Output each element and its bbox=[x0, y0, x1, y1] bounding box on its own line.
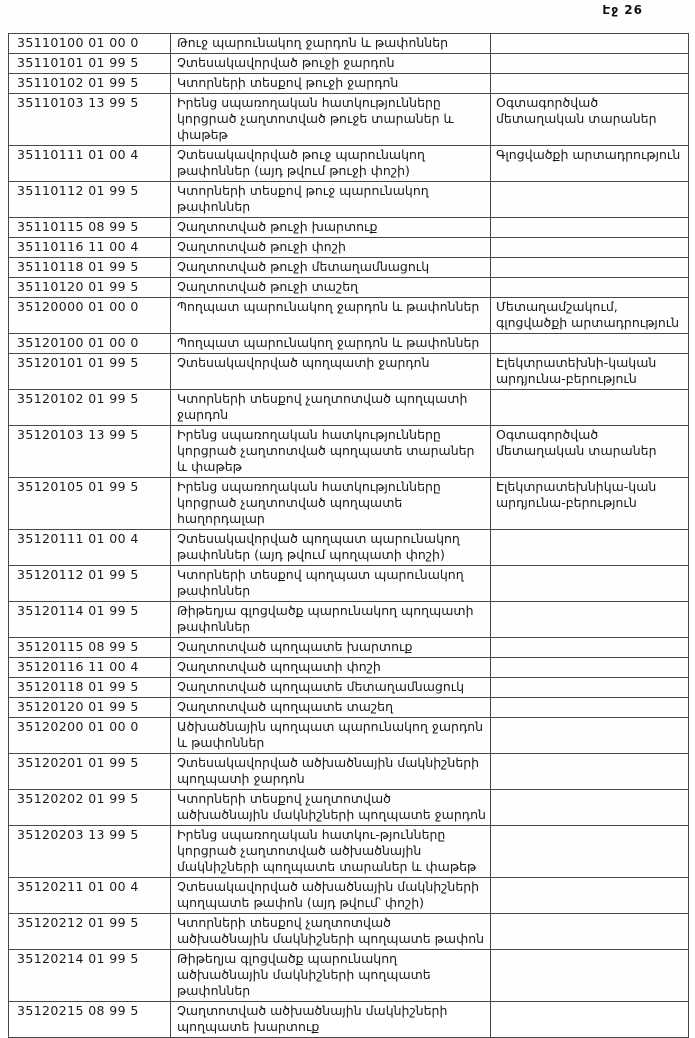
note-cell bbox=[491, 698, 689, 718]
description-cell: Չաղտոտված թուջի տաշեղ bbox=[171, 278, 491, 298]
description-cell: Կտորների տեսքով չաղտոտված պողպատի ջարդոն bbox=[171, 390, 491, 426]
note-cell bbox=[491, 34, 689, 54]
description-cell: Կտորների տեսքով թուջի ջարդոն bbox=[171, 74, 491, 94]
table-row bbox=[9, 878, 689, 914]
description-cell: Չտեսակավորված պողպատ պարունակող թափոններ (այդ թվում պողպատի փոշի) bbox=[171, 530, 491, 566]
description-cell: Իրենց սպառողական հատկու-թյունները կորցրած չաղտոտված ածխածնային մակնիշների պողպատե տարաներ և փաթեթ bbox=[171, 826, 491, 878]
note-cell bbox=[491, 638, 689, 658]
note-cell bbox=[491, 678, 689, 698]
code-cell: 35120214 01 99 5 bbox=[9, 950, 171, 1002]
note-cell bbox=[491, 218, 689, 238]
code-cell: 35110120 01 99 5 bbox=[9, 278, 171, 298]
description-cell: Թիթեղյա գլոցվածք պարունակող պողպատի թափոններ bbox=[171, 602, 491, 638]
note-cell bbox=[491, 278, 689, 298]
table-row bbox=[9, 698, 689, 718]
code-cell: 35120000 01 00 0 bbox=[9, 298, 171, 334]
table-row bbox=[9, 638, 689, 658]
page-number: Էջ 26 bbox=[602, 3, 643, 17]
note-cell bbox=[491, 914, 689, 950]
note-cell bbox=[491, 790, 689, 826]
description-cell: Պողպատ պարունակող ջարդոն և թափոններ bbox=[171, 334, 491, 354]
code-cell: 35120101 01 99 5 bbox=[9, 354, 171, 390]
table-row bbox=[9, 258, 689, 278]
description-cell: Չաղտոտված թուջի փոշի bbox=[171, 238, 491, 258]
note-cell bbox=[491, 826, 689, 878]
note-cell bbox=[491, 950, 689, 1002]
table-row bbox=[9, 566, 689, 602]
note-cell: Էլեկտրատեխնիկա-կան արդյունա-բերություն bbox=[491, 478, 689, 530]
table-row bbox=[9, 602, 689, 638]
code-cell: 35120212 01 99 5 bbox=[9, 914, 171, 950]
table-row bbox=[9, 182, 689, 218]
description-cell: Կտորների տեսքով չաղտոտված ածխածնային մակնիշների պողպատե թափոն bbox=[171, 914, 491, 950]
description-cell: Չաղտոտված պողպատե մետաղամնացուկ bbox=[171, 678, 491, 698]
description-cell: Կտորների տեսքով թուջ պարունակող թափոններ bbox=[171, 182, 491, 218]
code-cell: 35120203 13 99 5 bbox=[9, 826, 171, 878]
code-cell: 35120116 11 00 4 bbox=[9, 658, 171, 678]
note-cell: Էլեկտրատեխնի-կական արդյունա-բերություն bbox=[491, 354, 689, 390]
code-cell: 35120200 01 00 0 bbox=[9, 718, 171, 754]
description-cell: Թուջ պարունակող ջարդոն և թափոններ bbox=[171, 34, 491, 54]
note-cell bbox=[491, 258, 689, 278]
code-cell: 35110116 11 00 4 bbox=[9, 238, 171, 258]
table-row bbox=[9, 54, 689, 74]
note-cell bbox=[491, 566, 689, 602]
code-cell: 35120201 01 99 5 bbox=[9, 754, 171, 790]
table-row bbox=[9, 426, 689, 478]
table-row bbox=[9, 146, 689, 182]
code-cell: 35120115 08 99 5 bbox=[9, 638, 171, 658]
code-cell: 35110103 13 99 5 bbox=[9, 94, 171, 146]
note-cell bbox=[491, 658, 689, 678]
description-cell: Պողպատ պարունակող ջարդոն և թափոններ bbox=[171, 298, 491, 334]
description-cell: Չտեսակավորված պողպատի ջարդոն bbox=[171, 354, 491, 390]
code-cell: 35120112 01 99 5 bbox=[9, 566, 171, 602]
note-cell: Գլոցվածքի արտադրություն bbox=[491, 146, 689, 182]
note-cell bbox=[491, 390, 689, 426]
description-cell: Թիթեղյա գլոցվածք պարունակող ածխածնային մակնիշների պողպատե թափոններ bbox=[171, 950, 491, 1002]
code-cell: 35120103 13 99 5 bbox=[9, 426, 171, 478]
table-body bbox=[9, 34, 689, 1038]
description-cell: Կտորների տեսքով պողպատ պարունակող թափոններ bbox=[171, 566, 491, 602]
description-cell: Չաղտոտված պողպատե տաշեղ bbox=[171, 698, 491, 718]
table-row bbox=[9, 298, 689, 334]
note-cell bbox=[491, 74, 689, 94]
code-cell: 35120105 01 99 5 bbox=[9, 478, 171, 530]
table-row bbox=[9, 678, 689, 698]
description-cell: Չաղտոտված թուջի խարտուք bbox=[171, 218, 491, 238]
waste-classification-table bbox=[8, 33, 689, 1038]
description-cell: Չտեսակավորված թուջ պարունակող թափոններ (այդ թվում թուջի փոշի) bbox=[171, 146, 491, 182]
note-cell bbox=[491, 718, 689, 754]
table-row bbox=[9, 390, 689, 426]
code-cell: 35110102 01 99 5 bbox=[9, 74, 171, 94]
table-row bbox=[9, 478, 689, 530]
description-cell: Իրենց սպառողական հատկությունները կորցրած չաղտոտված թուջե տարաներ և փաթեթ bbox=[171, 94, 491, 146]
description-cell: Չտեսակավորված թուջի ջարդոն bbox=[171, 54, 491, 74]
code-cell: 35120111 01 00 4 bbox=[9, 530, 171, 566]
table-row bbox=[9, 354, 689, 390]
table-row bbox=[9, 1002, 689, 1038]
code-cell: 35120114 01 99 5 bbox=[9, 602, 171, 638]
code-cell: 35110112 01 99 5 bbox=[9, 182, 171, 218]
note-cell bbox=[491, 602, 689, 638]
table-row bbox=[9, 278, 689, 298]
description-cell: Իրենց սպառողական հատկությունները կորցրած չաղտոտված պողպատե տարաներ և փաթեթ bbox=[171, 426, 491, 478]
table-row bbox=[9, 826, 689, 878]
code-cell: 35120100 01 00 0 bbox=[9, 334, 171, 354]
note-cell bbox=[491, 878, 689, 914]
note-cell: Օգտագործված մետաղական տարաներ bbox=[491, 426, 689, 478]
table-row bbox=[9, 74, 689, 94]
note-cell bbox=[491, 334, 689, 354]
table-row bbox=[9, 94, 689, 146]
note-cell bbox=[491, 182, 689, 218]
table-row bbox=[9, 334, 689, 354]
table-row bbox=[9, 754, 689, 790]
table-row bbox=[9, 658, 689, 678]
code-cell: 35110101 01 99 5 bbox=[9, 54, 171, 74]
table-row bbox=[9, 950, 689, 1002]
note-cell: Օգտագործված մետաղական տարաներ bbox=[491, 94, 689, 146]
description-cell: Չաղտոտված պողպատե խարտուք bbox=[171, 638, 491, 658]
note-cell: Մետաղամշակում, գլոցվածքի արտադրություն bbox=[491, 298, 689, 334]
description-cell: Չտեսակավորված ածխածնային մակնիշների պողպատի ջարդոն bbox=[171, 754, 491, 790]
code-cell: 35110118 01 99 5 bbox=[9, 258, 171, 278]
description-cell: Կտորների տեսքով չաղտոտված ածխածնային մակնիշների պողպատե ջարդոն bbox=[171, 790, 491, 826]
description-cell: Չաղտոտված ածխածնային մակնիշների պողպատե խարտուք bbox=[171, 1002, 491, 1038]
code-cell: 35110115 08 99 5 bbox=[9, 218, 171, 238]
code-cell: 35120211 01 00 4 bbox=[9, 878, 171, 914]
note-cell bbox=[491, 54, 689, 74]
note-cell bbox=[491, 1002, 689, 1038]
code-cell: 35120102 01 99 5 bbox=[9, 390, 171, 426]
note-cell bbox=[491, 238, 689, 258]
table-row bbox=[9, 238, 689, 258]
note-cell bbox=[491, 754, 689, 790]
description-cell: Ածխածնային պողպատ պարունակող ջարդոն և թափոններ bbox=[171, 718, 491, 754]
code-cell: 35110100 01 00 0 bbox=[9, 34, 171, 54]
code-cell: 35110111 01 00 4 bbox=[9, 146, 171, 182]
table-row bbox=[9, 718, 689, 754]
description-cell: Չտեսակավորված ածխածնային մակնիշների պողպատե թափոն (այդ թվում՝ փոշի) bbox=[171, 878, 491, 914]
table-row bbox=[9, 34, 689, 54]
table-row bbox=[9, 790, 689, 826]
note-cell bbox=[491, 530, 689, 566]
code-cell: 35120118 01 99 5 bbox=[9, 678, 171, 698]
code-cell: 35120202 01 99 5 bbox=[9, 790, 171, 826]
code-cell: 35120215 08 99 5 bbox=[9, 1002, 171, 1038]
description-cell: Իրենց սպառողական հատկությունները կորցրած չաղտոտված պողպատե հաղորդալար bbox=[171, 478, 491, 530]
table-row bbox=[9, 218, 689, 238]
table-row bbox=[9, 914, 689, 950]
code-cell: 35120120 01 99 5 bbox=[9, 698, 171, 718]
table-row bbox=[9, 530, 689, 566]
description-cell: Չաղտոտված պողպատի փոշի bbox=[171, 658, 491, 678]
description-cell: Չաղտոտված թուջի մետաղամնացուկ bbox=[171, 258, 491, 278]
